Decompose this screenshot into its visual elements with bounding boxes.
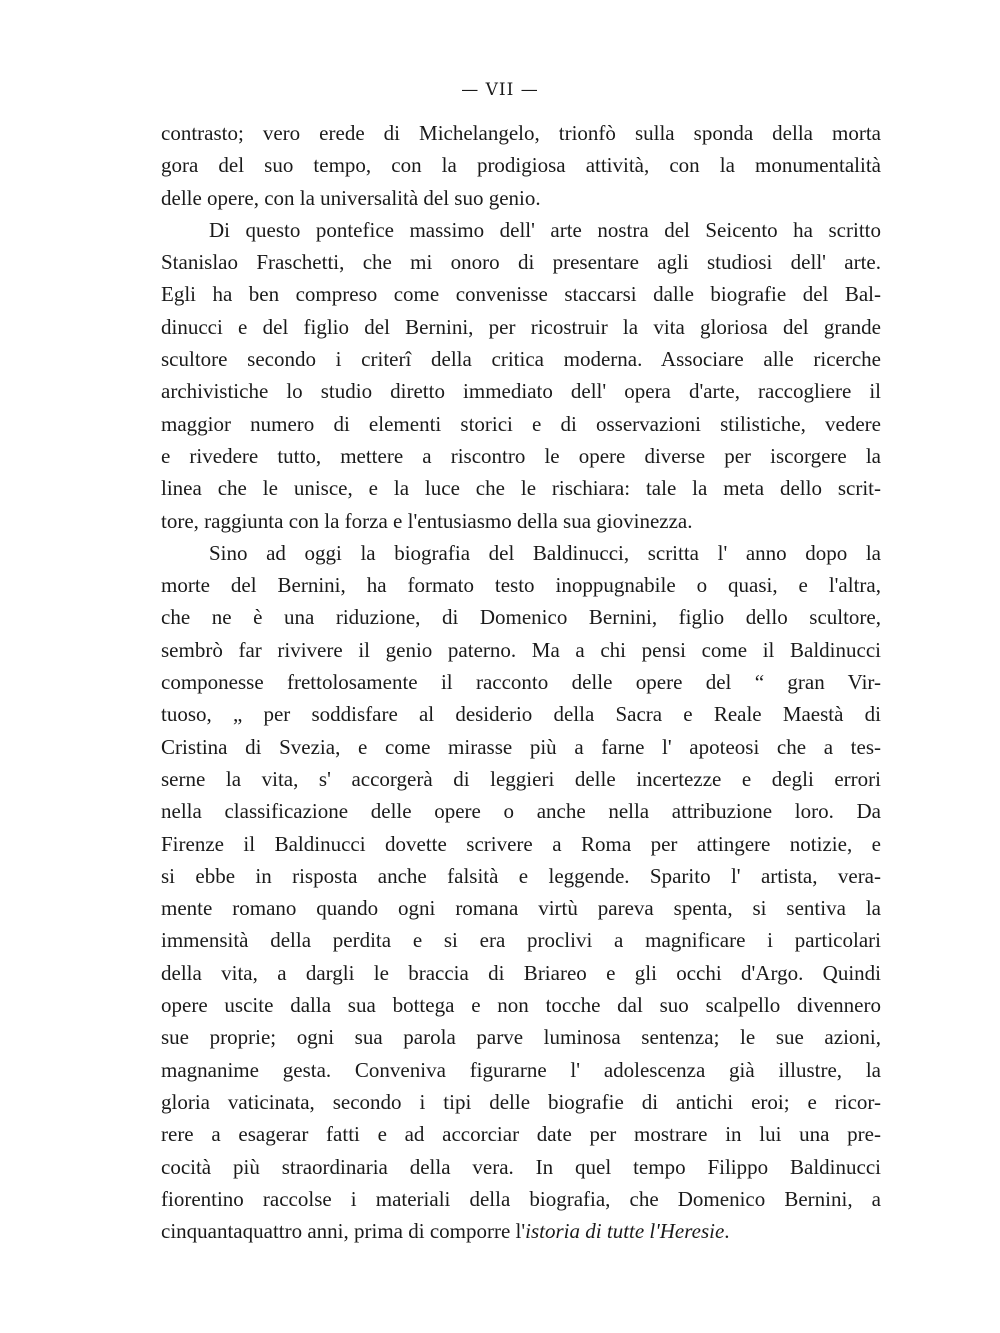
text-line: sembrò far rivivere il genio paterno. Ma a chi pensi come il Baldinucci [161, 637, 881, 662]
text-line: archivistiche lo studio diretto immediato dell' opera d'arte, raccogliere il [161, 379, 881, 404]
text-line: linea che le unisce, e la luce che le rischiara: tale la meta dello scrit- [161, 476, 881, 501]
text-line: delle opere, con la universalità del suo genio. [161, 185, 541, 210]
final-line-prefix: cinquantaquattro anni, prima di comporre l' [161, 1219, 526, 1244]
text-line: Firenze il Baldinucci dovette scrivere a Roma per attingere notizie, e [161, 831, 881, 856]
text-line: nella classificazione delle opere o anche nella attribuzione loro. Da [161, 799, 881, 824]
text-line: fiorentino raccolse i materiali della biografia, che Domenico Bernini, a [161, 1186, 881, 1211]
text-line: dinucci e del figlio del Bernini, per ricostruir la vita gloriosa del grande [161, 314, 881, 339]
text-line: opere uscite dalla sua bottega e non tocche dal suo scalpello divennero [161, 993, 881, 1018]
final-line-suffix: . [724, 1219, 730, 1244]
text-line-final [161, 1215, 881, 1247]
text-line: della vita, a dargli le braccia di Briareo e gli occhi d'Argo. Quindi [161, 960, 881, 985]
text-line: immensità della perdita e si era proclivi a magnificare i particolari [161, 928, 881, 953]
text-line: Cristina di Svezia, e come mirasse più a farne l' apoteosi che a tes- [161, 734, 881, 759]
body-text [161, 117, 881, 1247]
text-line: gloria vaticinata, secondo i tipi delle biografie di antichi eroi; e ricor- [161, 1089, 881, 1114]
text-line: maggior numero di elementi storici e di osservazioni stilistiche, vedere [161, 411, 881, 436]
text-line: morte del Bernini, ha formato testo inoppugnabile o quasi, e l'altra, [161, 573, 881, 598]
text-line: serne la vita, s' accorgerà di leggieri delle incertezze e degli errori [161, 766, 881, 791]
book-title-italic: istoria di tutte l'Heresie [525, 1219, 725, 1244]
text-line: cocità più straordinaria della vera. In quel tempo Filippo Baldinucci [161, 1154, 881, 1179]
text-lines [161, 117, 881, 1215]
text-line: sue proprie; ogni sua parola parve luminosa sentenza; le sue azioni, [161, 1025, 881, 1050]
text-line: Stanislao Fraschetti, che mi onoro di presentare agli studiosi dell' arte. [161, 250, 881, 275]
text-line: mente romano quando ogni romana virtù pareva spenta, si sentiva la [161, 896, 881, 921]
text-line: gora del suo tempo, con la prodigiosa attività, con la monumentalità [161, 153, 881, 178]
text-line: rere a esagerar fatti e ad accorciar date per mostrare in lui una pre- [161, 1122, 881, 1147]
text-line: Di questo pontefice massimo dell' arte nostra del Seicento ha scritto [209, 217, 881, 242]
text-line: scultore secondo i criterî della critica moderna. Associare alle ricerche [161, 347, 881, 372]
text-line: componesse frettolosamente il racconto delle opere del “ gran Vir- [161, 670, 881, 695]
page-number-header: — VII — [461, 80, 539, 100]
text-line: si ebbe in risposta anche falsità e leggende. Sparito l' artista, vera- [161, 863, 881, 888]
text-line: Egli ha ben compreso come convenisse staccarsi dalle biografie del Bal- [161, 282, 881, 307]
text-line: contrasto; vero erede di Michelangelo, trionfò sulla sponda della morta [161, 121, 881, 145]
text-line: che ne è una riduzione, di Domenico Bernini, figlio dello scultore, [161, 605, 881, 630]
text-line: e rivedere tutto, mettere a riscontro le opere diverse per iscorgere la [161, 443, 881, 468]
text-line: Sino ad oggi la biografia del Baldinucci, scritta l' anno dopo la [209, 540, 881, 565]
text-line: tuoso, „ per soddisfare al desiderio della Sacra e Reale Maestà di [161, 702, 881, 727]
text-line: tore, raggiunta con la forza e l'entusiasmo della sua giovinezza. [161, 508, 693, 533]
text-line: magnanime gesta. Conveniva figurarne l' adolescenza già illustre, la [161, 1057, 881, 1082]
